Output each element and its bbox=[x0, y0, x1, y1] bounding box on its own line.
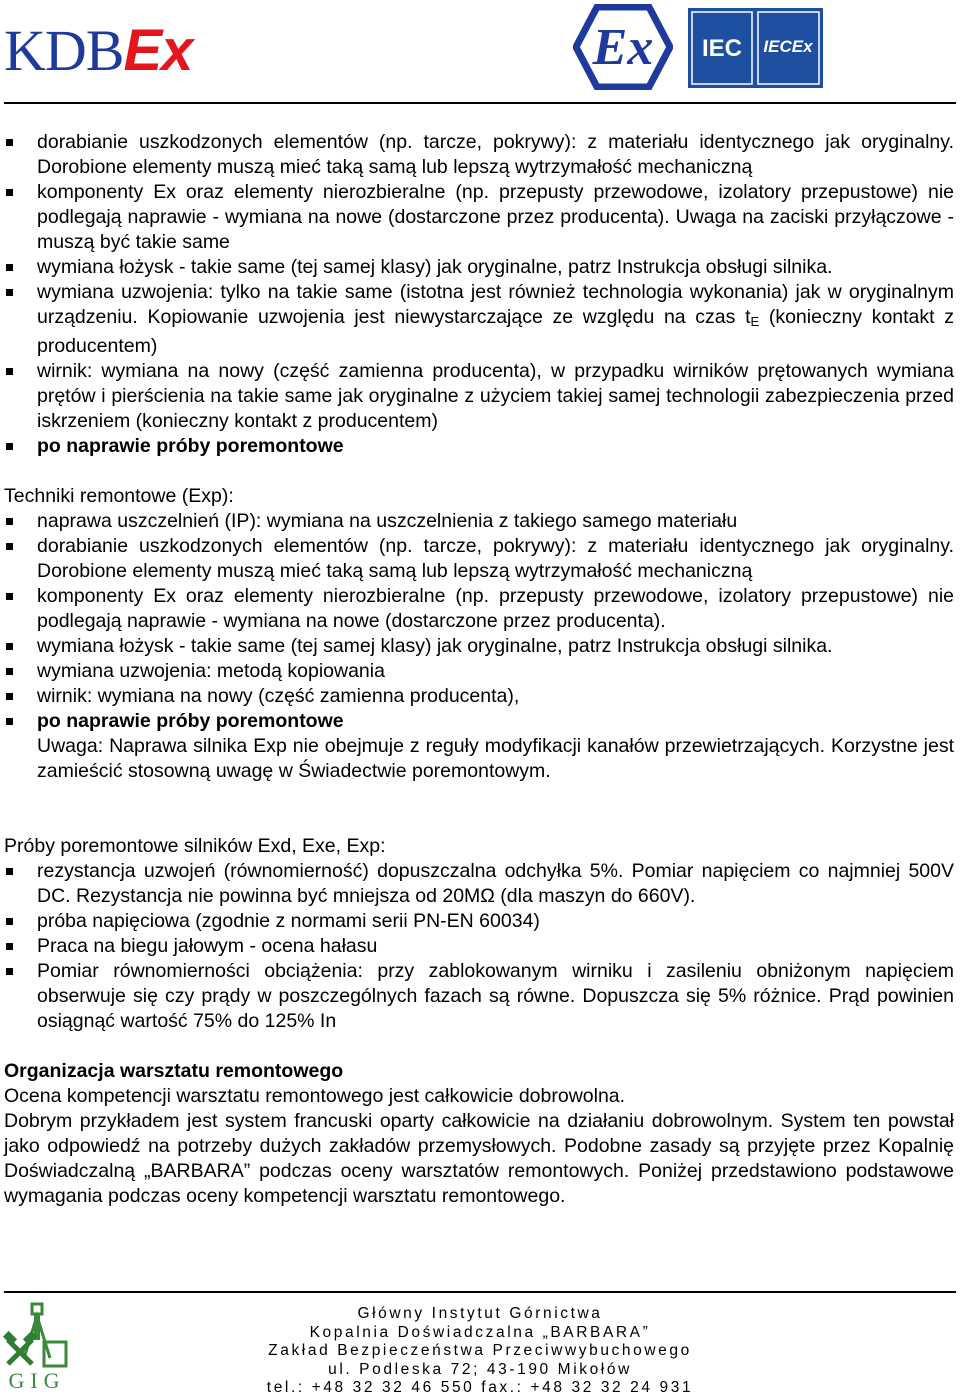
list-item: wirnik: wymiana na nowy (część zamienna producenta), bbox=[4, 684, 954, 709]
spacer bbox=[4, 1034, 954, 1059]
list-item: Praca na biegu jałowym - ocena hałasu bbox=[4, 934, 954, 959]
footer-line: Zakład Bezpieczeństwa Przeciwwybuchowego bbox=[268, 1342, 692, 1359]
footer-address bbox=[200, 1305, 760, 1398]
kdbex-logo bbox=[4, 18, 193, 83]
list-item: po naprawie próby poremontowe bbox=[4, 434, 954, 459]
kdbex-logo-kdb: KDB bbox=[4, 18, 124, 83]
list-item: wymiana łożysk - takie same (tej samej klasy) jak oryginalne, patrz Instrukcja obsługi silnika. bbox=[4, 634, 954, 659]
kdbex-logo-ex: Ex bbox=[123, 18, 193, 83]
spacer bbox=[4, 784, 954, 834]
footer-line: Główny Instytut Górnictwa bbox=[357, 1305, 603, 1322]
section-heading: Próby poremontowe silników Exd, Exe, Exp: bbox=[4, 835, 386, 857]
list-item: Pomiar równomierności obciążenia: przy zablokowanym wirniku i zasileniu obniżonym napięciem obserwuje się czy prądy w poszczególnych fazach są równe. Dopuszcza się 5% różnice. Prąd powinien osiągnąć wartość 75% do 125% In bbox=[4, 959, 954, 1034]
winding-subscript: E bbox=[750, 314, 760, 329]
paragraph: Ocena kompetencji warsztatu remontowego jest całkowicie dobrowolna. bbox=[4, 1085, 626, 1107]
footer-line: ul. Podleska 72; 43-190 Mikołów bbox=[328, 1360, 632, 1378]
list-item: rezystancja uzwojeń (równomierność) dopuszczalna odchyłka 5%. Pomiar napięciem co najmniej 500V DC. Rezystancja nie powinna być mniejsza od 20MΩ (dla maszyn do 660V). bbox=[4, 859, 954, 909]
page-content bbox=[4, 130, 954, 1209]
gig-logo-text: GIG bbox=[8, 1368, 66, 1392]
page-header bbox=[0, 0, 960, 104]
list-item: próba napięciowa (zgodnie z normami serii PN-EN 60034) bbox=[4, 909, 954, 934]
list-item-winding bbox=[4, 280, 954, 359]
list-item: wirnik: wymiana na nowy (część zamienna producenta), w przypadku wirników prętowanych wymiana prętów i pierścienia na takie same jak oryginalne z użyciem takiej samej technologii zabezpieczenia przed iskrzeniem (konieczny kontakt z producentem) bbox=[4, 359, 954, 434]
section-heading-bold: Organizacja warsztatu remontowego bbox=[4, 1060, 344, 1082]
winding-text-end: (konieczny kontakt z producentem) bbox=[37, 306, 954, 357]
iec-text: IEC bbox=[701, 35, 743, 62]
paragraph: Dobrym przykładem jest system francuski oparty całkowicie na działaniu dobrowolnym. System ten powstał jako odpowiedź na potrzeby dużych zakładów przemysłowych. Podobne zasady są przyjęte przez Kopalnię Doświadczalną „BARBARA” podczas oceny warsztatów remontowych. Poniżej przedstawiono podstawowe wymagania podczas oceny kompetencji warsztatu remontowego. bbox=[4, 1110, 954, 1207]
ex-hexagon-text: Ex bbox=[592, 19, 654, 76]
section-heading: Techniki remontowe (Exp): bbox=[4, 485, 234, 507]
list-item: komponenty Ex oraz elementy nierozbieralne (np. przepusty przewodowe, izolatory przepustowe) nie podlegają naprawie - wymiana na nowe (dostarczone przez producenta). bbox=[4, 584, 954, 634]
footer-line: tel.: +48 32 32 46 550 fax.: +48 32 32 24 931 bbox=[266, 1379, 694, 1396]
winding-text: wymiana uzwojenia: tylko na takie same (istotna jest również technologia wykonania) jak w oryginalnym urządzeniu. Kopiowanie uzwojenia jest niewystarczające ze względu na czas t bbox=[37, 281, 954, 328]
iec-iecex-logo bbox=[688, 8, 823, 88]
repair-list-1 bbox=[4, 130, 954, 459]
exp-note: Uwaga: Naprawa silnika Exp nie obejmuje z reguły modyfikacji kanałów przewietrzających. Korzystne jest zamieścić stosowną uwagę w Świadectwie poremontowym. bbox=[37, 735, 954, 782]
footer-divider bbox=[4, 1291, 956, 1293]
tests-list bbox=[4, 859, 954, 1034]
list-item: dorabianie uszkodzonych elementów (np. tarcze, pokrywy): z materiału identycznego jak oryginalny. Dorobione elementy muszą mieć taką samą lub lepszą wytrzymałość mechaniczną bbox=[4, 534, 954, 584]
list-item: naprawa uszczelnień (IP): wymiana na uszczelnienia z takiego samego materiału bbox=[4, 509, 954, 534]
footer-line: Kopalnia Doświadczalna „BARBARA” bbox=[309, 1323, 651, 1341]
iecex-text: IECEx bbox=[763, 37, 813, 56]
list-item: dorabianie uszkodzonych elementów (np. tarcze, pokrywy): z materiału identycznego jak oryginalny. Dorobione elementy muszą mieć taką samą lub lepszą wytrzymałość mechaniczną bbox=[4, 130, 954, 180]
ex-hexagon-logo bbox=[573, 4, 673, 90]
list-item: komponenty Ex oraz elementy nierozbieralne (np. przepusty przewodowe, izolatory przepustowe) nie podlegają naprawie - wymiana na nowe (dostarczone przez producenta). Uwaga na zaciski przyłączowe - muszą być takie same bbox=[4, 180, 954, 255]
list-item: wymiana uzwojenia: metodą kopiowania bbox=[4, 659, 954, 684]
spacer bbox=[4, 459, 954, 484]
gig-logo bbox=[2, 1298, 72, 1392]
list-item: po naprawie próby poremontowe bbox=[4, 709, 954, 734]
list-item: wymiana łożysk - takie same (tej samej klasy) jak oryginalne, patrz Instrukcja obsługi silnika. bbox=[4, 255, 954, 280]
header-divider bbox=[4, 102, 956, 104]
repair-list-2 bbox=[4, 509, 954, 734]
